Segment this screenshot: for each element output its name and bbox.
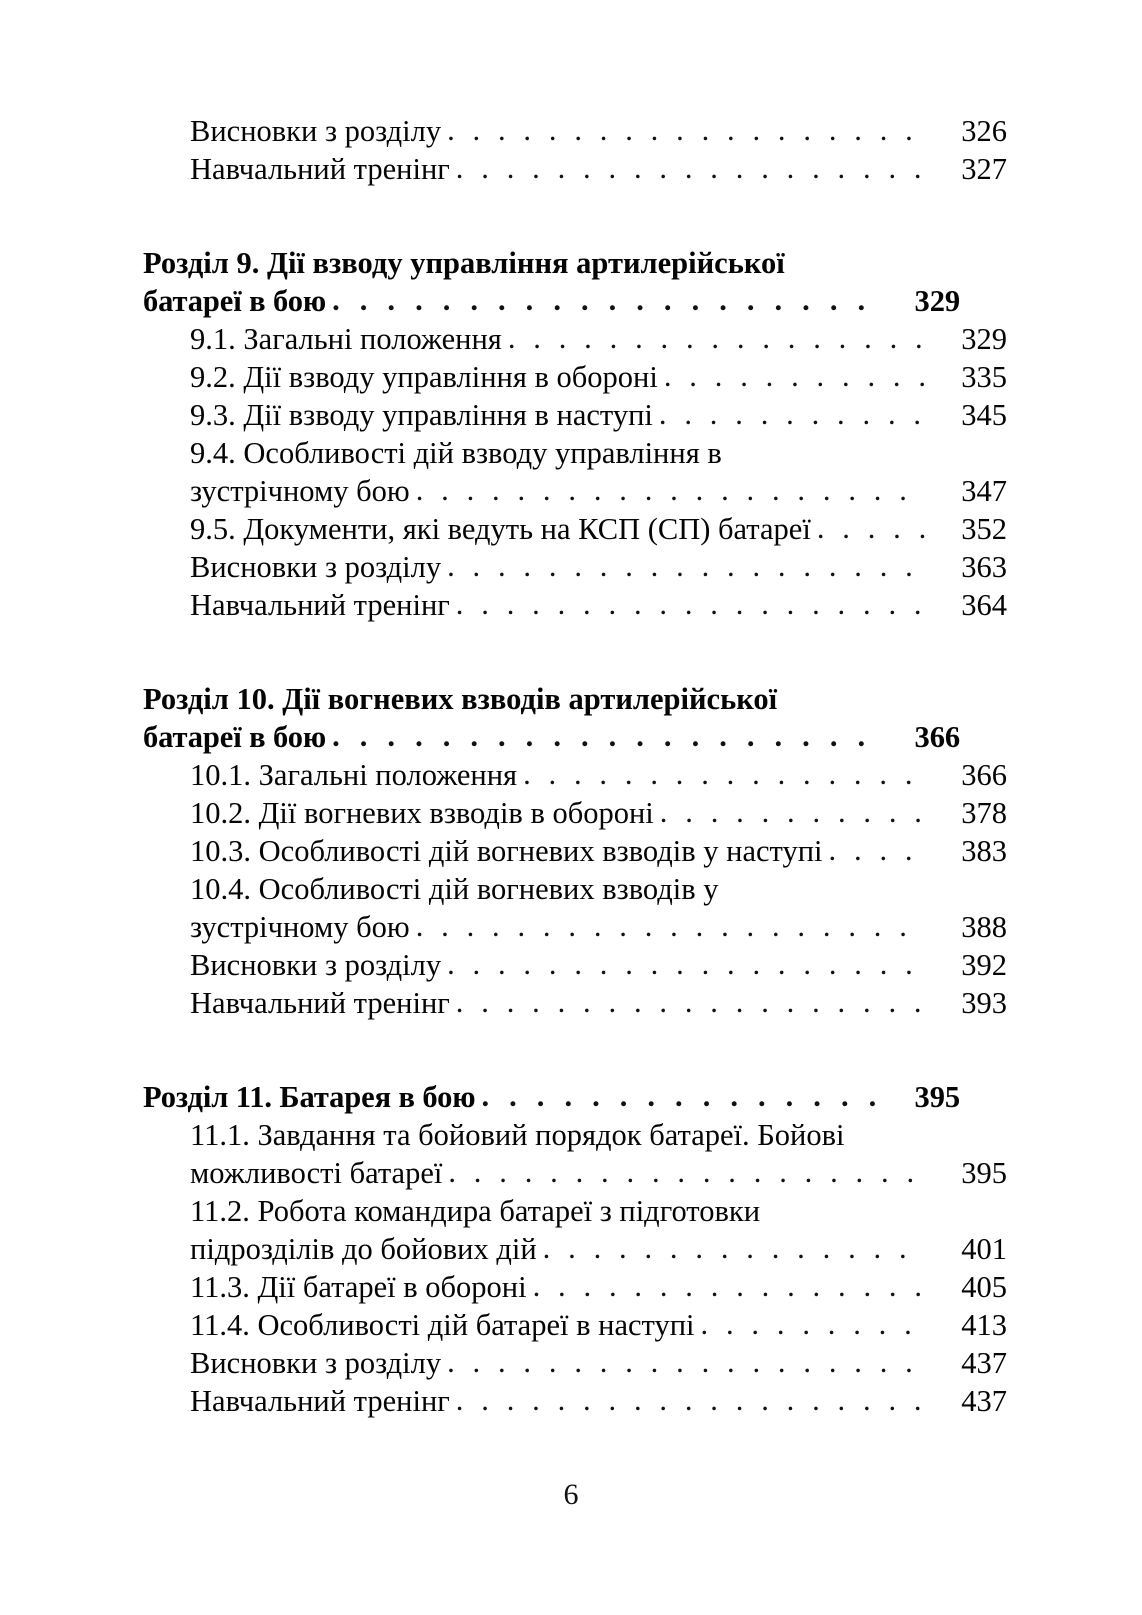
toc-entry[interactable] — [143, 112, 1007, 150]
toc-entry-page-number: 413 — [961, 1308, 1007, 1342]
toc-entry[interactable] — [143, 1306, 1007, 1344]
toc-entry[interactable] — [143, 586, 1007, 624]
toc-entry-line-1 — [143, 1192, 1007, 1230]
toc-entry-page-number: 366 — [961, 758, 1007, 792]
toc-entry-page-number: 347 — [961, 474, 1007, 508]
toc-entry-page-number: 405 — [961, 1270, 1007, 1304]
toc-entry[interactable] — [143, 756, 1007, 794]
toc-entry-page-number: 345 — [961, 398, 1007, 432]
toc-entry-label: 9.5. Документи, які ведуть на КСП (СП) батареї — [190, 512, 811, 546]
toc-entry-line — [143, 832, 1007, 870]
toc-entry-label: 11.4. Особливості дій батареї в наступі — [190, 1308, 695, 1342]
toc-entry[interactable] — [143, 1382, 1007, 1420]
dot-leader — [332, 281, 878, 319]
toc-entry-line-1 — [143, 680, 960, 718]
section-spacer — [143, 624, 960, 680]
toc-entry-line — [143, 150, 1007, 188]
toc-entry-label: Навчальний тренінг — [190, 588, 450, 622]
toc-entry-label: зустрічному бою — [190, 474, 410, 508]
toc-entry-label: Розділ 10. Дії вогневих взводів артилерійської — [143, 682, 778, 716]
toc-entry-label: Навчальний тренінг — [190, 152, 450, 186]
toc-entry-label: Розділ 9. Дії взводу управління артилерійської — [143, 246, 785, 280]
toc-entry-page-number: 395 — [961, 1156, 1007, 1190]
toc-entry-page-number: 378 — [961, 796, 1007, 830]
toc-entry-label: 9.4. Особливості дій взводу управління в — [190, 436, 722, 470]
toc-entry-label: Навчальний тренінг — [190, 986, 450, 1020]
toc-entry-label: батареї в бою — [143, 284, 327, 318]
toc-entry-line — [143, 282, 960, 320]
toc-chapter-entry[interactable] — [143, 680, 960, 756]
toc-chapter-entry[interactable] — [143, 1078, 960, 1116]
toc-entry-line — [143, 510, 1007, 548]
toc-entry-label: Висновки з розділу — [190, 948, 442, 982]
toc-entry-label: зустрічному бою — [190, 910, 410, 944]
toc-chapter-entry[interactable] — [143, 244, 960, 320]
toc-entry-page-number: 327 — [961, 152, 1007, 186]
toc-entry-line — [143, 756, 1007, 794]
toc-entry-label: Навчальний тренінг — [190, 1384, 450, 1418]
dot-leader — [660, 793, 925, 831]
toc-entry-page-number: 352 — [961, 512, 1007, 546]
toc-entry-label: 11.3. Дії батареї в обороні — [190, 1270, 527, 1304]
toc-entry-page-number: 393 — [961, 986, 1007, 1020]
dot-leader — [448, 1153, 925, 1191]
toc-entry[interactable] — [143, 1268, 1007, 1306]
toc-entry-line — [143, 908, 1007, 946]
toc-entry-label: 11.1. Завдання та бойовий порядок батареї. Бойові — [190, 1118, 845, 1152]
toc-entry[interactable] — [143, 794, 1007, 832]
toc-entry-line — [143, 984, 1007, 1022]
toc-entry[interactable] — [143, 984, 1007, 1022]
toc-entry-page-number: 388 — [961, 910, 1007, 944]
toc-entry-label: 10.2. Дії вогневих взводів в обороні — [190, 796, 654, 830]
toc-entry-label: 10.4. Особливості дій вогневих взводів у — [190, 872, 719, 906]
toc-entry-line — [143, 1268, 1007, 1306]
toc-entry-line — [143, 718, 960, 756]
toc-entry[interactable] — [143, 150, 1007, 188]
toc-entry-page-number: 326 — [961, 114, 1007, 148]
toc-entry[interactable] — [143, 510, 1007, 548]
toc-entry[interactable] — [143, 1344, 1007, 1382]
toc-entry-line — [143, 1154, 1007, 1192]
toc-entry-line — [143, 1078, 960, 1116]
dot-leader — [664, 357, 925, 395]
dot-leader — [332, 717, 878, 755]
toc-entry-line — [143, 320, 1007, 358]
toc-entry-line-1 — [143, 244, 960, 282]
toc-entry-label: Розділ 11. Батарея в бою — [143, 1080, 476, 1114]
dot-leader — [456, 983, 925, 1021]
dot-leader — [829, 831, 925, 869]
toc-entry-label: підрозділів до бойових дій — [190, 1232, 537, 1266]
section-spacer — [143, 188, 960, 244]
toc-entry[interactable] — [143, 434, 1007, 510]
dot-leader — [447, 1343, 925, 1381]
toc-entry-page-number: 364 — [961, 588, 1007, 622]
toc-entry-line — [143, 396, 1007, 434]
dot-leader — [447, 547, 925, 585]
toc-entry-line — [143, 794, 1007, 832]
dot-leader — [659, 395, 925, 433]
toc-entry-label: батареї в бою — [143, 720, 327, 754]
toc-entry-page-number: 363 — [961, 550, 1007, 584]
toc-entry-line-1 — [143, 434, 1007, 472]
dot-leader — [817, 509, 925, 547]
toc-entry-page-number: 392 — [961, 948, 1007, 982]
toc-entry-page-number: 401 — [961, 1232, 1007, 1266]
dot-leader — [447, 111, 925, 149]
toc-entry-line-1 — [143, 870, 1007, 908]
toc-entry-label: 9.3. Дії взводу управління в наступі — [190, 398, 653, 432]
toc-entry-page-number: 383 — [961, 834, 1007, 868]
toc-entry[interactable] — [143, 946, 1007, 984]
dot-leader — [416, 471, 925, 509]
toc-entry-page-number: 437 — [961, 1346, 1007, 1380]
toc-entry-line — [143, 548, 1007, 586]
toc-entry[interactable] — [143, 396, 1007, 434]
section-spacer — [143, 1022, 960, 1078]
toc-entry-label: Висновки з розділу — [190, 550, 442, 584]
dot-leader — [701, 1305, 925, 1343]
dot-leader — [456, 585, 925, 623]
dot-leader — [447, 945, 925, 983]
toc-entry[interactable] — [143, 870, 1007, 946]
toc-entry[interactable] — [143, 1192, 1007, 1268]
dot-leader — [456, 1381, 925, 1419]
toc-entry[interactable] — [143, 1116, 1007, 1192]
table-of-contents — [143, 112, 1007, 1420]
toc-entry-label: 11.2. Робота командира батареї з підготовки — [190, 1194, 761, 1228]
toc-entry-page-number: 395 — [914, 1080, 960, 1114]
toc-entry-label: 9.2. Дії взводу управління в обороні — [190, 360, 658, 394]
toc-entry-page-number: 437 — [961, 1384, 1007, 1418]
page-folio-number: 6 — [563, 1478, 579, 1511]
toc-entry-label: 10.3. Особливості дій вогневих взводів у наступі — [190, 834, 823, 868]
toc-entry-page-number: 329 — [961, 322, 1007, 356]
dot-leader — [533, 1267, 925, 1305]
toc-entry[interactable] — [143, 320, 1007, 358]
toc-entry-page-number: 335 — [961, 360, 1007, 394]
toc-entry-line — [143, 1344, 1007, 1382]
dot-leader — [456, 149, 925, 187]
toc-entry-line — [143, 946, 1007, 984]
toc-entry-line — [143, 586, 1007, 624]
toc-entry-page-number: 366 — [914, 720, 960, 754]
toc-entry-line — [143, 1382, 1007, 1420]
toc-entry[interactable] — [143, 832, 1007, 870]
toc-entry-line — [143, 358, 1007, 396]
toc-entry-label: 9.1. Загальні положення — [190, 322, 502, 356]
toc-entry-label: Висновки з розділу — [190, 1346, 442, 1380]
toc-entry-line — [143, 112, 1007, 150]
toc-entry-line — [143, 1230, 1007, 1268]
toc-entry-line — [143, 472, 1007, 510]
dot-leader — [543, 1229, 925, 1267]
dot-leader — [482, 1077, 879, 1115]
toc-entry[interactable] — [143, 358, 1007, 396]
dot-leader — [508, 319, 925, 357]
dot-leader — [416, 907, 925, 945]
toc-entry-page-number: 329 — [914, 284, 960, 318]
toc-entry-label: Висновки з розділу — [190, 114, 442, 148]
toc-entry-label: можливості батареї — [190, 1156, 443, 1190]
toc-entry[interactable] — [143, 548, 1007, 586]
dot-leader — [523, 755, 925, 793]
toc-entry-line-1 — [143, 1116, 1007, 1154]
toc-entry-label: 10.1. Загальні положення — [190, 758, 518, 792]
toc-entry-line — [143, 1306, 1007, 1344]
